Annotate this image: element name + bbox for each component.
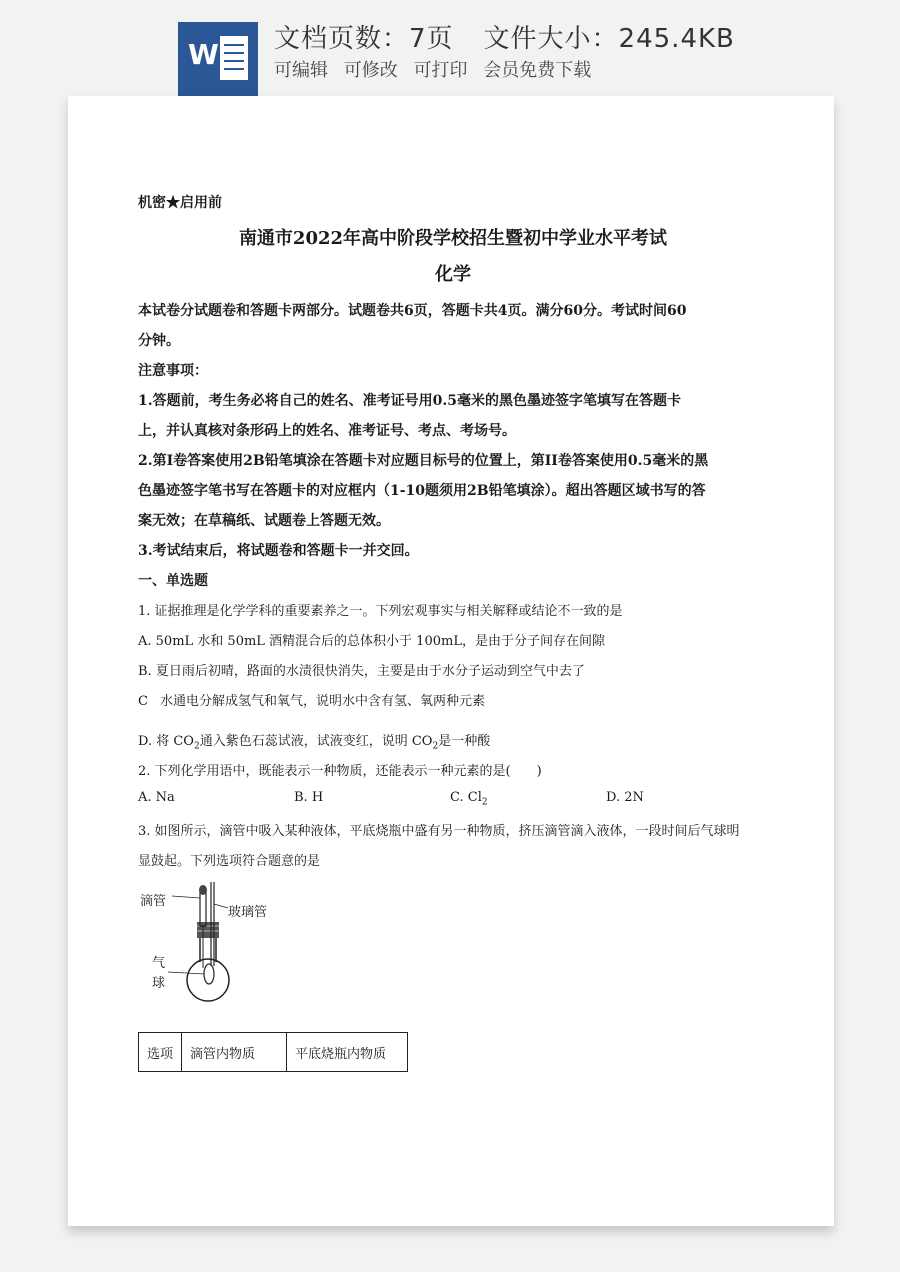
notice-1-line-2: 上，并认真核对条形码上的姓名、准考证号、考点、考场号。 [138, 423, 516, 439]
question-1-option-c [138, 690, 485, 709]
glass-tube-label: 玻璃管 [228, 905, 268, 920]
word-document-icon: W [178, 22, 258, 96]
intro-line-1: 本试卷分试题卷和答题卡两部分。试题卷共6页，答题卡共4页。满分60分。考试时间60 [138, 303, 687, 319]
balloon-label-1: 气 [152, 956, 166, 971]
feature-list [274, 56, 601, 82]
question-3-line-1: 3. 如图所示，滴管中吸入某种液体，平底烧瓶中盛有另一种物质，挤压滴管滴入液体，一段时间后气球明 [138, 824, 740, 839]
secret-label: 机密★启用前 [138, 195, 222, 211]
notice-heading: 注意事项： [138, 363, 208, 379]
feature-modifiable: 可修改 [343, 60, 398, 81]
option-c-text: 水通电分解成氢气和氧气，说明水中含有氢、氧两种元素 [159, 694, 485, 709]
question-2-option-d: D. 2N [606, 790, 644, 805]
question-1-option-a: A. 50mL 水和 50mL 酒精混合后的总体积小于 100mL，是由于分子间存在间隙 [138, 634, 605, 649]
banner-title [274, 18, 735, 55]
dropper-label: 滴管 [140, 894, 167, 909]
question-1-option-b: B. 夏日雨后初晴，路面的水渍很快消失，主要是由于水分子运动到空气中去了 [138, 664, 585, 679]
header-flask-substance: 平底烧瓶内物质 [287, 1033, 408, 1072]
apparatus-figure [138, 876, 288, 1006]
subject-title: 化学 [435, 264, 471, 285]
question-1: 1. 证据推理是化学学科的重要素养之一。下列宏观事实与相关解释或结论不一致的是 [138, 604, 623, 619]
table-header-row [139, 1033, 408, 1072]
question-2-option-c: C. $Cl_2$ [450, 790, 488, 808]
notice-2-line-1: 2.第I卷答案使用2B铅笔填涂在答题卡对应题目标号的位置上，第II卷答案使用0.5毫米的黑 [138, 453, 709, 469]
feature-printable: 可打印 [413, 60, 468, 81]
exam-title: 南通市2022年高中阶段学校招生暨初中学业水平考试 [238, 228, 668, 249]
intro-line-2: 分钟。 [138, 333, 180, 349]
notice-1-line-1: 1.答题前，考生务必将自己的姓名、准考证号用0.5毫米的黑色墨迹签字笔填写在答题卡 [138, 393, 681, 409]
header-option: 选项 [139, 1033, 182, 1072]
question-3-line-2: 显鼓起。下列选项符合题意的是 [138, 854, 321, 869]
feature-editable: 可编辑 [274, 60, 328, 81]
section-heading: 一、单选题 [138, 573, 208, 589]
question-1-option-d: D. 将 $CO_2$通入紫色石蕊试液，试液变红，说明 $CO_2$是一种酸 [138, 734, 491, 752]
page-count: 文档页数：7页 [274, 24, 454, 54]
question-2-option-a: A. Na [138, 790, 175, 805]
header-dropper-substance: 滴管内物质 [182, 1033, 287, 1072]
option-c-letter: C [138, 694, 148, 709]
file-size: 文件大小：245.4KB [483, 24, 735, 54]
question-2-option-b: B. H [294, 790, 324, 805]
question-2: 2. 下列化学用语中，既能表示一种物质，还能表示一种元素的是( ) [138, 764, 542, 779]
notice-2-line-2: 色墨迹签字笔书写在答题卡的对应框内（1-10题须用2B铅笔填涂）。超出答题区域书写的答 [138, 483, 706, 499]
question-3-options-table [138, 1032, 408, 1072]
balloon-label-2: 球 [152, 976, 166, 991]
document-page [68, 96, 834, 1226]
notice-3: 3.考试结束后，将试题卷和答题卡一并交回。 [138, 543, 419, 559]
notice-2-line-3: 案无效；在草稿纸、试题卷上答题无效。 [138, 513, 390, 529]
document-info-banner [0, 0, 900, 96]
feature-member-download: 会员免费下载 [483, 60, 592, 81]
